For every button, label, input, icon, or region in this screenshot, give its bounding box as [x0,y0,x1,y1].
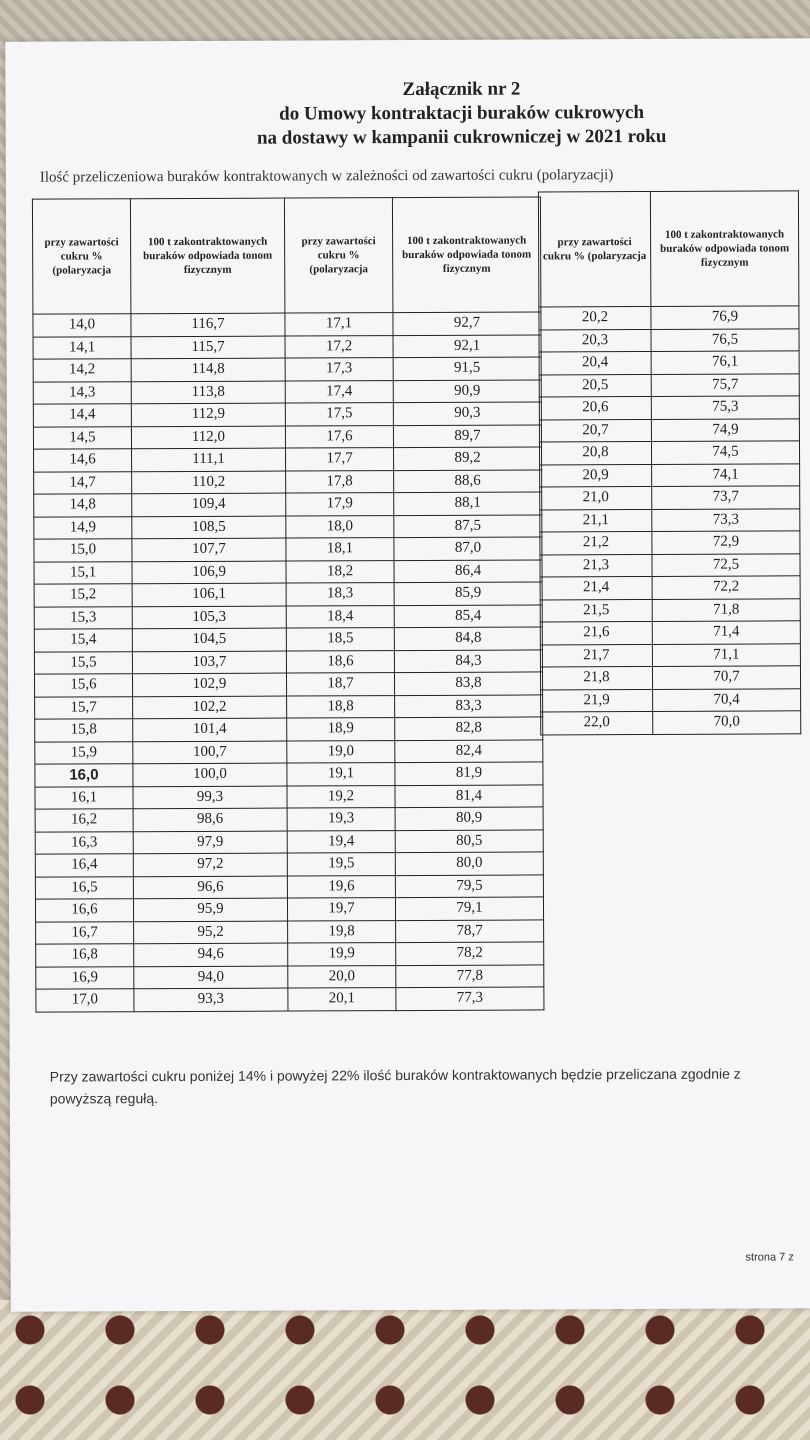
tonnage-cell: 89,7 [393,424,541,447]
document-title [5,76,810,152]
sugar-cell: 17,5 [285,403,393,426]
tonnage-cell: 71,1 [652,643,800,666]
sugar-cell: 19,9 [288,943,396,966]
header-tonnage-2: 100 t zakontraktowanych buraków odpowiada tonom fizycznym [392,197,541,313]
sugar-cell: 17,6 [285,425,393,448]
table-row [539,373,799,397]
tonnage-cell: 81,9 [395,762,543,785]
sugar-cell: 16,1 [35,786,133,809]
tonnage-cell: 78,7 [396,919,544,942]
sugar-cell: 18,0 [286,515,394,538]
sugar-cell: 14,7 [34,471,132,494]
sugar-cell: 22,0 [541,711,653,734]
table-row [36,987,544,1012]
sugar-cell: 21,0 [540,486,652,509]
table-row [34,582,542,607]
tonnage-cell: 84,8 [394,627,542,650]
sugar-cell: 16,2 [35,809,133,832]
tonnage-cell: 101,4 [133,718,287,741]
sugar-cell: 15,1 [34,561,132,584]
sugar-cell: 18,4 [286,605,394,628]
table-row [34,514,542,539]
tonnage-cell: 99,3 [133,786,287,809]
tonnage-cell: 86,4 [394,559,542,582]
lace-tablecloth [0,1300,810,1440]
table-row [35,874,543,899]
sugar-cell: 21,4 [540,576,652,599]
sugar-cell: 15,0 [34,539,132,562]
sugar-cell: 19,4 [287,830,395,853]
sugar-cell: 16,0 [35,764,133,787]
sugar-cell: 20,0 [288,965,396,988]
tonnage-cell: 112,9 [131,403,285,426]
sugar-cell: 20,3 [539,329,651,352]
table-row [35,852,543,877]
sugar-cell: 20,1 [288,988,396,1011]
tonnage-cell: 97,9 [133,831,287,854]
table-caption: Ilość przeliczeniowa buraków kontraktowanych w zależności od zawartości cukru (polaryzacji) [39,167,614,186]
sugar-cell: 17,2 [285,335,393,358]
tonnage-cell: 95,9 [133,898,287,921]
sugar-cell: 21,7 [540,644,652,667]
sugar-cell: 18,5 [286,628,394,651]
tonnage-cell: 116,7 [131,313,285,336]
sugar-cell: 16,6 [35,899,133,922]
tonnage-cell: 77,8 [396,964,544,987]
sugar-cell: 15,9 [35,741,133,764]
table-row [36,942,544,967]
sugar-cell: 19,3 [287,808,395,831]
tonnage-cell: 92,1 [393,334,541,357]
table-row [35,829,543,854]
table-row [540,531,800,555]
page-number: strona 7 z [745,1251,794,1264]
table-row [540,463,800,487]
tonnage-cell: 111,1 [132,448,286,471]
sugar-cell: 18,6 [286,650,394,673]
table-row [540,553,800,577]
sugar-cell: 20,7 [539,419,651,442]
title-line-2: do Umowy kontraktacji buraków cukrowych [279,101,645,125]
table-row [540,643,800,667]
table-row [34,627,542,652]
tonnage-cell: 74,1 [652,463,800,486]
sugar-cell: 21,6 [540,621,652,644]
sugar-cell: 20,9 [540,464,652,487]
table-row [33,424,541,449]
tonnage-cell: 73,7 [652,486,800,509]
table-row [35,717,543,742]
tonnage-cell: 70,4 [653,688,801,711]
sugar-cell: 16,5 [35,876,133,899]
table-row [34,492,542,517]
table-row [33,402,541,427]
tonnage-cell: 80,5 [395,829,543,852]
tonnage-cell: 105,3 [132,606,286,629]
sugar-cell: 18,9 [287,718,395,741]
tonnage-cell: 113,8 [131,381,285,404]
sugar-cell: 21,9 [541,689,653,712]
table-row [541,711,801,735]
tonnage-cell: 102,9 [132,673,286,696]
tonnage-cell: 85,9 [394,582,542,605]
sugar-cell: 20,6 [539,396,651,419]
sugar-cell: 20,5 [539,374,651,397]
sugar-cell: 15,5 [34,651,132,674]
header-sugar-1: przy zawartości cukru % (polaryzacja [32,199,131,314]
table-row [539,351,799,375]
sugar-cell: 18,2 [286,560,394,583]
tonnage-cell: 114,8 [131,358,285,381]
table-row [34,447,542,472]
tonnage-cell: 98,6 [133,808,287,831]
sugar-cell: 17,0 [36,989,134,1012]
tonnage-cell: 76,1 [651,351,799,374]
sugar-cell: 19,0 [287,740,395,763]
sugar-cell: 16,7 [36,921,134,944]
sugar-cell: 15,4 [34,629,132,652]
sugar-cell: 19,8 [288,920,396,943]
sugar-cell: 14,2 [33,359,131,382]
sugar-cell: 17,3 [285,358,393,381]
table-row [36,964,544,989]
tonnage-cell: 92,7 [393,312,541,335]
footnote: Przy zawartości cukru poniżej 14% i powyżej 22% ilość buraków kontraktowanych będzie przeliczana zgodnie z powyższą regułą. [49,1065,741,1107]
table-row [540,576,800,600]
title-line-1: Załącznik nr 2 [402,78,521,101]
table-row [33,312,541,337]
sugar-cell: 14,6 [34,449,132,472]
header-tonnage-3: 100 t zakontraktowanych buraków odpowiada tonom fizycznym [650,191,799,307]
table-row [35,694,543,719]
tonnage-cell: 73,3 [652,508,800,531]
table-row [34,537,542,562]
tonnage-cell: 90,3 [393,402,541,425]
table-row [35,762,543,787]
sugar-cell: 21,5 [540,599,652,622]
tonnage-cell: 76,5 [651,328,799,351]
tonnage-cell: 112,0 [131,426,285,449]
tonnage-cell: 103,7 [132,651,286,674]
tonnage-cell: 109,4 [132,493,286,516]
tonnage-cell: 89,2 [394,447,542,470]
table-row [33,357,541,382]
tonnage-cell: 91,5 [393,357,541,380]
header-sugar-3: przy zawartości cukru % (polaryzacja [538,191,651,306]
sugar-cell: 19,7 [287,898,395,921]
header-tonnage-1: 100 t zakontraktowanych buraków odpowiada tonom fizycznym [130,198,285,314]
tonnage-cell: 80,9 [395,807,543,830]
table-row [35,784,543,809]
table-row [540,621,800,645]
tonnage-cell: 110,2 [132,471,286,494]
sugar-cell: 17,4 [285,380,393,403]
table-row [34,559,542,584]
document-page [5,38,810,1312]
sugar-cell: 14,0 [33,314,131,337]
sugar-cell: 16,9 [36,966,134,989]
tonnage-cell: 100,0 [133,763,287,786]
sugar-cell: 17,1 [285,313,393,336]
sugar-cell: 21,2 [540,531,652,554]
tonnage-cell: 94,6 [134,943,288,966]
tonnage-cell: 104,5 [132,628,286,651]
sugar-cell: 20,4 [539,351,651,374]
tonnage-cell: 72,9 [652,531,800,554]
sugar-cell: 21,8 [540,666,652,689]
tonnage-cell: 84,3 [394,649,542,672]
tonnage-cell: 107,7 [132,538,286,561]
sugar-cell: 17,9 [286,493,394,516]
sugar-cell: 14,4 [33,404,131,427]
table-row [540,666,800,690]
tonnage-cell: 70,0 [653,711,801,734]
tonnage-cell: 88,1 [394,492,542,515]
tonnage-cell: 72,2 [652,576,800,599]
sugar-cell: 20,8 [539,441,651,464]
sugar-cell: 18,7 [286,673,394,696]
sugar-cell: 17,8 [286,470,394,493]
table-row [36,919,544,944]
table-row [34,672,542,697]
table-row [35,739,543,764]
conversion-table-right [538,190,801,735]
tonnage-cell: 85,4 [394,604,542,627]
sugar-cell: 15,8 [35,719,133,742]
tonnage-cell: 70,7 [652,666,800,689]
tonnage-cell: 87,5 [394,514,542,537]
tonnage-cell: 95,2 [134,921,288,944]
table-row [540,486,800,510]
tonnage-cell: 94,0 [134,966,288,989]
tonnage-cell: 75,3 [651,396,799,419]
tonnage-cell: 77,3 [396,987,544,1010]
tonnage-cell: 108,5 [132,516,286,539]
tonnage-cell: 96,6 [133,876,287,899]
sugar-cell: 16,3 [35,831,133,854]
sugar-cell: 16,8 [36,944,134,967]
table-row [34,604,542,629]
sugar-cell: 19,6 [287,875,395,898]
tonnage-cell: 82,4 [395,739,543,762]
sugar-cell: 16,4 [35,854,133,877]
table-row [541,688,801,712]
sugar-cell: 15,6 [34,674,132,697]
header-sugar-2: przy zawartości cukru % (polaryzacja [284,198,393,313]
sugar-cell: 17,7 [286,448,394,471]
table-row [540,598,800,622]
tonnage-cell: 100,7 [133,741,287,764]
tonnage-cell: 115,7 [131,336,285,359]
table-row [539,441,799,465]
tonnage-cell: 106,1 [132,583,286,606]
tonnage-cell: 93,3 [134,988,288,1011]
tonnage-cell: 90,9 [393,379,541,402]
tonnage-cell: 75,7 [651,373,799,396]
tonnage-cell: 82,8 [395,717,543,740]
sugar-cell: 18,8 [287,695,395,718]
conversion-table-main [32,196,545,1012]
table-row [33,379,541,404]
tonnage-cell: 74,9 [651,418,799,441]
tonnage-cell: 79,5 [395,874,543,897]
tonnage-cell: 83,3 [395,694,543,717]
sugar-cell: 15,7 [35,696,133,719]
tonnage-cell: 102,2 [133,696,287,719]
tonnage-cell: 106,9 [132,561,286,584]
tonnage-cell: 71,8 [652,598,800,621]
tonnage-cell: 71,4 [652,621,800,644]
table-row [35,897,543,922]
sugar-cell: 14,1 [33,336,131,359]
table-row [33,334,541,359]
tonnage-cell: 88,6 [394,469,542,492]
sugar-cell: 14,8 [34,494,132,517]
sugar-cell: 14,5 [33,426,131,449]
tonnage-cell: 80,0 [395,852,543,875]
sugar-cell: 20,2 [539,306,651,329]
table-row [539,328,799,352]
sugar-cell: 14,3 [33,381,131,404]
sugar-cell: 15,2 [34,584,132,607]
tonnage-cell: 72,5 [652,553,800,576]
tonnage-cell: 83,8 [394,672,542,695]
table-row [34,649,542,674]
sugar-cell: 14,9 [34,516,132,539]
sugar-cell: 21,3 [540,554,652,577]
sugar-cell: 19,2 [287,785,395,808]
sugar-cell: 18,1 [286,538,394,561]
tonnage-cell: 97,2 [133,853,287,876]
sugar-cell: 18,3 [286,583,394,606]
tonnage-cell: 87,0 [394,537,542,560]
table-row [539,396,799,420]
title-line-3: na dostawy w kampanii cukrowniczej w 2021 roku [256,125,667,149]
tonnage-cell: 74,5 [651,441,799,464]
table-row [539,418,799,442]
sugar-cell: 15,3 [34,606,132,629]
table-header-row [538,191,798,307]
sugar-cell: 21,1 [540,509,652,532]
tonnage-cell: 76,9 [651,306,799,329]
table-header-row [32,197,540,314]
table-row [34,469,542,494]
table-row [35,807,543,832]
table-row [540,508,800,532]
tonnage-cell: 78,2 [396,942,544,965]
sugar-cell: 19,5 [287,853,395,876]
table-row [539,306,799,330]
sugar-cell: 19,1 [287,763,395,786]
tonnage-cell: 79,1 [395,897,543,920]
tonnage-cell: 81,4 [395,784,543,807]
